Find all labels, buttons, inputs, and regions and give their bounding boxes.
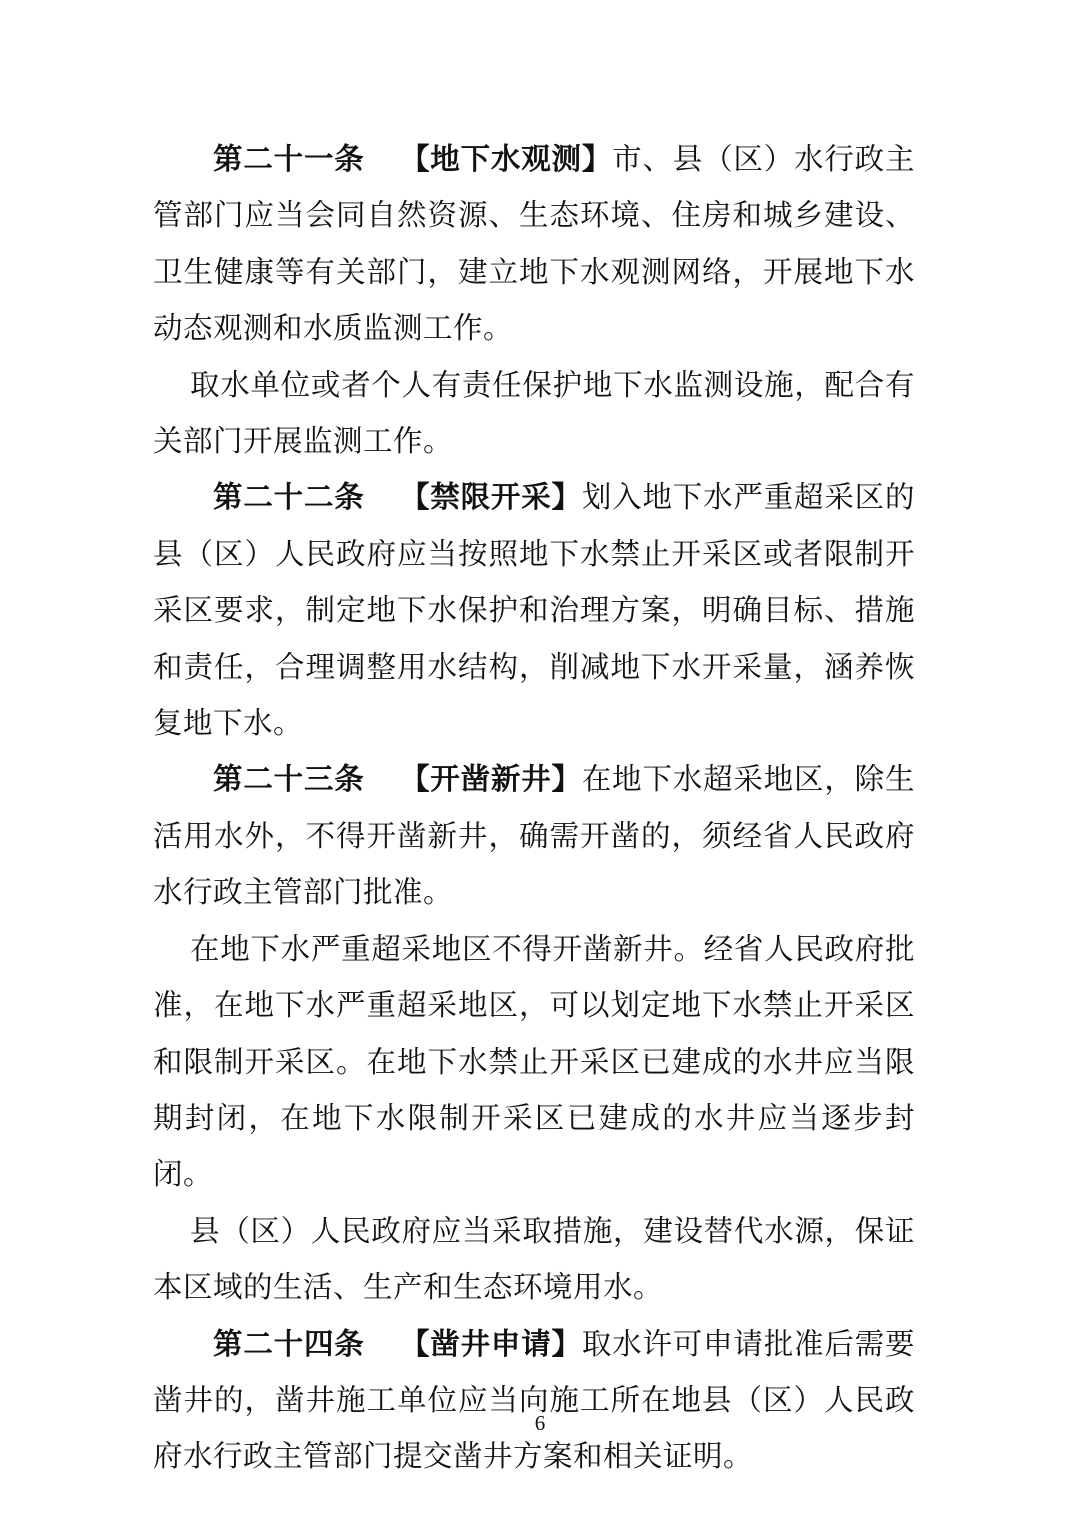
article-paragraph bbox=[153, 1317, 915, 1486]
article-paragraph bbox=[153, 752, 915, 921]
article-title: 【凿井申请】 bbox=[399, 1327, 582, 1361]
article-number: 第二十四条 bbox=[213, 1327, 365, 1361]
body-paragraph bbox=[153, 922, 915, 1204]
article-text: 划入地下水严重超采区的县（区）人民政府应当按照地下水禁止开采区或者限制开采区要求，制定地下水保护和治理方案，明确目标、措施和责任，合理调整用水结构，削减地下水开采量，涵养恢复地下水。 bbox=[153, 482, 915, 741]
article-number: 第二十一条 bbox=[213, 143, 365, 176]
article-text: 市、县（区）水行政主管部门应当会同自然资源、生态环境、住房和城乡建设、卫生健康等有关部门，建立地下水观测网络，开展地下水动态观测和水质监测工作。 bbox=[153, 144, 915, 346]
article-text: 县（区）人民政府应当采取措施，建设替代水源，保证本区域的生活、生产和生态环境用水。 bbox=[153, 1215, 915, 1305]
article-text: 取水许可申请批准后需要凿井的，凿井施工单位应当向施工所在地县（区）人民政府水行政主管部门提交凿井方案和相关证明。 bbox=[153, 1328, 915, 1474]
article-paragraph bbox=[153, 132, 915, 358]
article-text: 取水单位或者个人有责任保护地下水监测设施，配合有关部门开展监测工作。 bbox=[153, 369, 915, 459]
article-title: 【禁限开采】 bbox=[399, 481, 582, 515]
article-number: 第二十三条 bbox=[213, 763, 365, 797]
body-paragraph bbox=[153, 358, 915, 471]
page-number: 6 bbox=[534, 1411, 546, 1435]
article-paragraph bbox=[153, 470, 915, 752]
article-title: 【开凿新井】 bbox=[399, 763, 582, 797]
article-number: 第二十二条 bbox=[213, 481, 365, 515]
article-title: 【地下水观测】 bbox=[399, 143, 613, 176]
document-body bbox=[153, 132, 915, 1486]
article-text: 在地下水超采地区，除生活用水外，不得开凿新井，确需开凿的，须经省人民政府水行政主管部门批准。 bbox=[153, 764, 915, 910]
body-paragraph bbox=[153, 1204, 915, 1317]
article-text: 在地下水严重超采地区不得开凿新井。经省人民政府批准，在地下水严重超采地区，可以划定地下水禁止开采区和限制开采区。在地下水禁止开采区已建成的水井应当限期封闭，在地下水限制开采区已建成的水井应当逐步封闭。 bbox=[153, 933, 915, 1192]
